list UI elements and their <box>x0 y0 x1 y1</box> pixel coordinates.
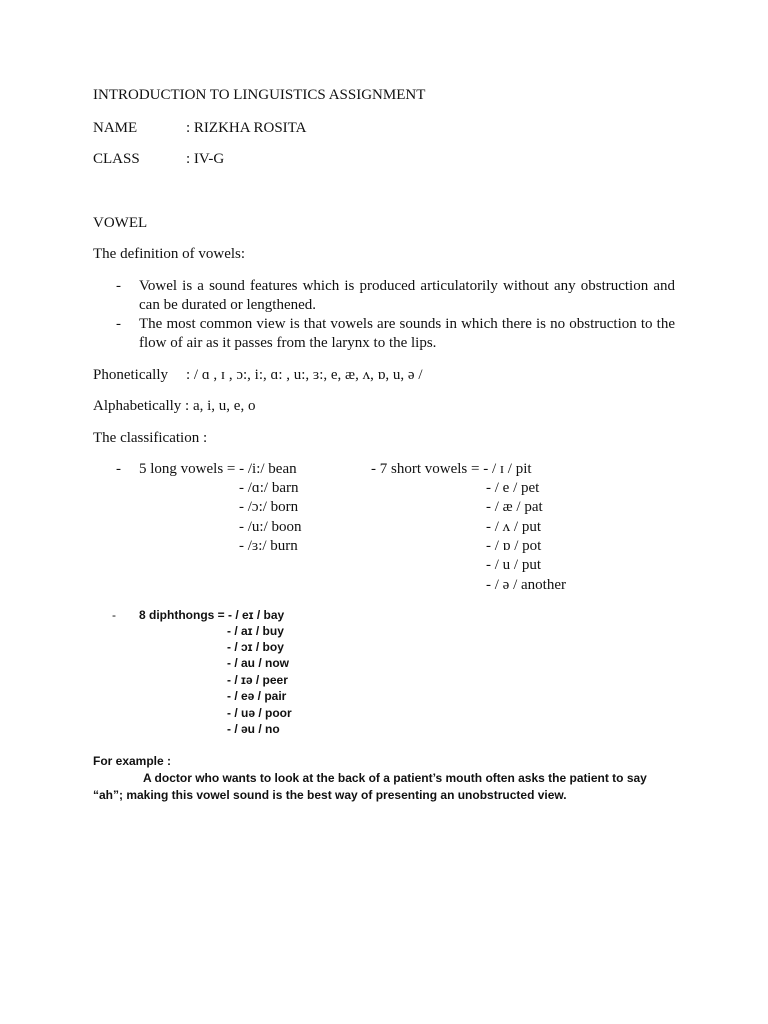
short-vowel-item: - / ə / another <box>486 577 566 593</box>
short-vowel-item: - / æ / pat <box>486 499 543 515</box>
long-vowel-item: - /ɑ:/ barn <box>239 480 299 496</box>
phonetically-label: Phonetically <box>93 367 168 383</box>
diphthong-item: - / əu / no <box>227 722 280 736</box>
definition-bullet-2: - <box>116 316 121 332</box>
diphthong-item: - / eə / pair <box>227 689 287 703</box>
classification-intro: The classification : <box>93 430 208 446</box>
short-vowels-label: - 7 short vowels = - / ɪ / pit <box>371 461 532 477</box>
example-line-2: “ah”; making this vowel sound is the best way of presenting an unobstructed view. <box>93 788 567 802</box>
class-value: : IV-G <box>186 151 225 167</box>
definition-intro: The definition of vowels: <box>93 246 246 262</box>
name-value: : RIZKHA ROSITA <box>186 120 307 136</box>
long-vowel-item: - /ɔ:/ born <box>239 499 299 515</box>
section-heading: VOWEL <box>93 215 148 231</box>
long-vowels-bullet: - <box>116 461 121 477</box>
diphthong-item: - / uə / poor <box>227 706 292 720</box>
name-label: NAME <box>93 120 138 136</box>
diphthong-item: - / au / now <box>227 656 289 670</box>
long-vowel-item: - /u:/ boon <box>239 519 302 535</box>
long-vowels-label: 5 long vowels = - /i:/ bean <box>139 461 297 477</box>
definition-bullet-1: - <box>116 278 121 294</box>
alphabetically-line: Alphabetically : a, i, u, e, o <box>93 398 256 414</box>
example-line-1: A doctor who wants to look at the back of a patient’s mouth often asks the patient to say <box>143 771 647 785</box>
assignment-title: INTRODUCTION TO LINGUISTICS ASSIGNMENT <box>93 87 426 103</box>
phonetically-value: : / ɑ , ɪ , ɔ:, i:, ɑ: , u:, ɜ:, e, æ, ʌ, ɒ, u, ə / <box>186 367 423 383</box>
definition-text-1: Vowel is a sound features which is produced articulatorily without any obstruction and can be durated or lengthened. <box>139 278 675 313</box>
diphthong-item: - / aɪ / buy <box>227 624 284 638</box>
example-heading: For example : <box>93 754 172 768</box>
diphthong-item: - / ɔɪ / boy <box>227 640 284 654</box>
diphthongs-bullet: - <box>112 608 116 622</box>
diphthongs-label: 8 diphthongs = - / eɪ / bay <box>139 608 285 622</box>
short-vowel-item: - / ʌ / put <box>486 519 541 535</box>
diphthong-item: - / ɪə / peer <box>227 673 288 687</box>
class-label: CLASS <box>93 151 140 167</box>
short-vowel-item: - / u / put <box>486 557 541 573</box>
long-vowel-item: - /ɜ:/ burn <box>239 538 298 554</box>
definition-text-2: The most common view is that vowels are sounds in which there is no obstruction to the flow of air as it passes from the larynx to the lips. <box>139 316 675 351</box>
short-vowel-item: - / ɒ / pot <box>486 538 542 554</box>
short-vowel-item: - / e / pet <box>486 480 540 496</box>
